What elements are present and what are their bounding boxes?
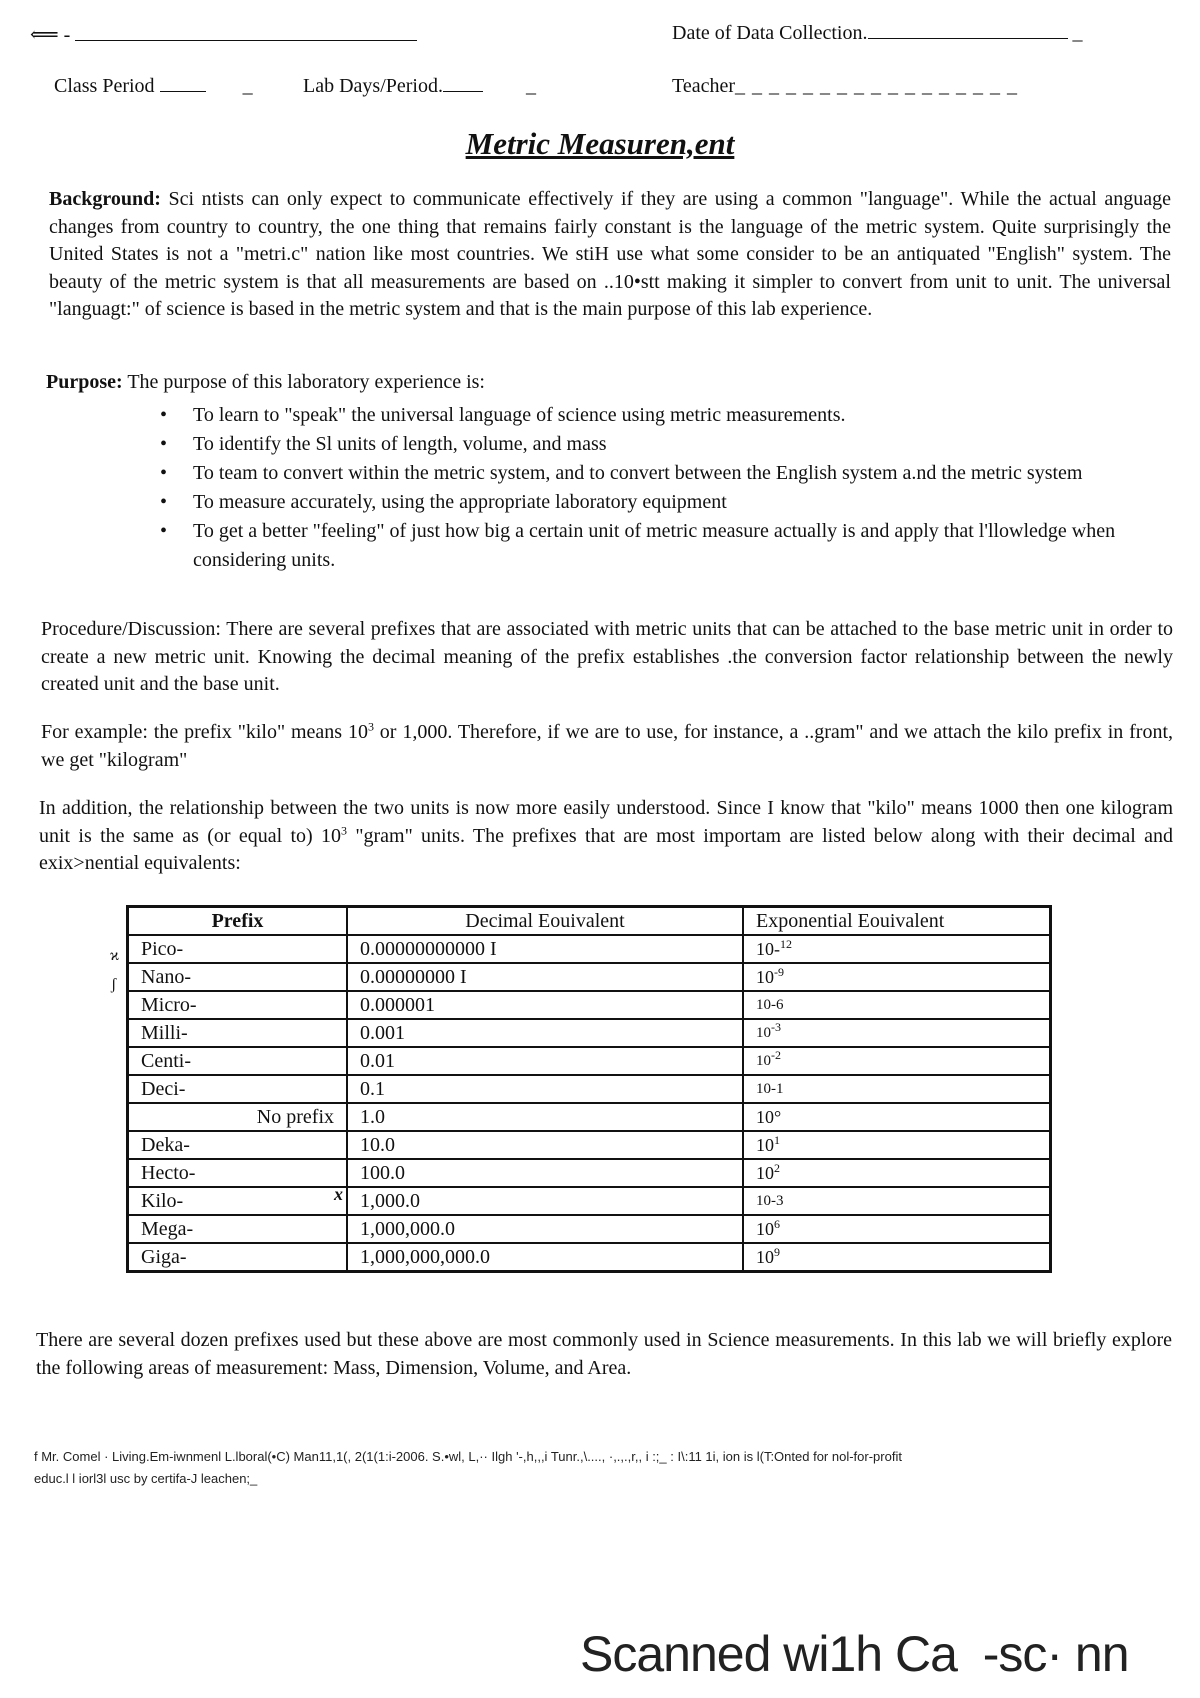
prefix-cell: Mega- — [128, 1215, 348, 1243]
example-text-b: or 1,000. Therefore, if we are to use, for instance, a ..gram" and we attach the kilo prefix in front, we get "kilogram" — [41, 721, 1174, 771]
exponential-cell: $10^1$ — [743, 1131, 1051, 1159]
column-header-prefix: Prefix — [128, 907, 348, 936]
purpose-list — [46, 401, 1166, 575]
date-label: Date of Data Collection. — [672, 22, 868, 44]
example-text-a: For example: the prefix "kilo" means 10 — [41, 721, 368, 743]
date-tail: _ — [1072, 22, 1083, 44]
prefix-cell: Pico- — [128, 935, 348, 963]
background-paragraph — [49, 186, 1171, 324]
lab-days-blank[interactable] — [443, 91, 483, 92]
kilo-mark: x — [334, 1184, 343, 1204]
date-blank[interactable] — [868, 38, 1068, 39]
table-row — [128, 1103, 1051, 1131]
exponential-cell: 10-3 — [743, 1187, 1051, 1215]
decimal-cell: 1,000.0 — [347, 1187, 743, 1215]
column-header-decimal: Decimal Eouivalent — [347, 907, 743, 936]
exponential-cell: $10^6$ — [743, 1215, 1051, 1243]
column-header-exponential: Exponential Eouivalent — [743, 907, 1051, 936]
purpose-label: Purpose: — [46, 371, 123, 393]
name-blank[interactable] — [75, 40, 417, 41]
decimal-cell: 0.000001 — [347, 991, 743, 1019]
purpose-intro: The purpose of this laboratory experience is: — [127, 371, 485, 393]
list-item: • To team to convert within the metric system, and to convert between the English system a.nd the metric system — [193, 459, 1166, 488]
table-row — [128, 1131, 1051, 1159]
decimal-cell: 0.1 — [347, 1075, 743, 1103]
table-row — [128, 1215, 1051, 1243]
table-row — [128, 1187, 1051, 1215]
exponential-cell: $10^{-2}$ — [743, 1047, 1051, 1075]
scanner-watermark: Scanned wi1h Ca -sc· nn — [580, 1626, 1129, 1682]
lab-days-tail: _ — [525, 75, 536, 97]
table-row — [128, 1019, 1051, 1047]
margin-mark: ʃ — [111, 976, 117, 993]
background-label: Background: — [49, 188, 161, 210]
decimal-cell: 0.001 — [347, 1019, 743, 1047]
teacher-blank[interactable]: _ _ _ _ _ _ _ _ _ _ _ _ _ _ _ _ _ — [735, 75, 1018, 97]
exponential-cell: $10^2$ — [743, 1159, 1051, 1187]
class-period-label: Class Period — [54, 75, 155, 97]
prefix-cell: Micro- — [128, 991, 348, 1019]
addition-sup: 3 — [341, 822, 347, 837]
teacher-label: Teacher — [672, 75, 735, 97]
table-row — [128, 1159, 1051, 1187]
list-item: • To learn to "speak" the universal language of science using metric measurements. — [193, 401, 1166, 430]
exponential-cell: 10° — [743, 1103, 1051, 1131]
procedure-paragraph: Procedure/Discussion: There are several prefixes that are associated with metric units that can be attached to the base metric unit in order to create a new metric unit. Knowing the decimal meaning of the prefix establishes .the conversion factor relationship between the newly created unit and the base unit. — [41, 618, 1173, 695]
table-row — [128, 963, 1051, 991]
addition-paragraph — [39, 795, 1173, 878]
decimal-cell: 1,000,000.0 — [347, 1215, 743, 1243]
decimal-cell: 0.00000000 I — [347, 963, 743, 991]
exponential-cell: 10-1 — [743, 1075, 1051, 1103]
name-prefix: ⟸ - — [30, 24, 71, 46]
prefix-cell: Giga- — [128, 1243, 348, 1272]
example-paragraph — [41, 719, 1173, 774]
background-text: Sci ntists can only expect to communicate effectively if they are using a common "language". While the actual anguage changes from country to country, the one thing that remains fairly constant is the language of the metric system. Quite surprisingly the United States is not a "metri.c" nation like most countries. We stiH use what some consider to be an antiquated "English" system. The beauty of the metric system is that all measurements are based on ..10•stt making it simpler to convert from unit to unit. The universal "languagt:" of science is based in the metric system and that is the main purpose of this lab experience. — [49, 188, 1171, 320]
lab-days-field[interactable] — [303, 75, 536, 98]
footer-line: f Mr. Comel · Living.Em-iwnmenl L.lboral(•C) Man11,1(, 2(1(1:i-2006. S.•wl, L,·· Ilgh '-,h,,,i Tunr.,\...., ·,.,.,r,, i :;_ : I\:11 1i, ion is l(T:Onted for nol-for-profit — [34, 1449, 902, 1464]
footer-line: educ.l l iorl3l usc by certifa-J leachen;_ — [34, 1471, 258, 1486]
prefix-cell: Nano- — [128, 963, 348, 991]
table-row — [128, 935, 1051, 963]
prefix-cell: Hecto- — [128, 1159, 348, 1187]
prefix-cell: Deci- — [128, 1075, 348, 1103]
exponential-cell: $10^{-3}$ — [743, 1019, 1051, 1047]
addition-text-a: In addition, the relationship between the two units is now more easily understood. Since I know that "kilo" means 1000 then one kilogram unit is the same as (or equal to) 10 — [39, 797, 1173, 847]
example-sup: 3 — [367, 719, 374, 734]
purpose-section — [46, 369, 1166, 575]
decimal-cell: 0.00000000000 I — [347, 935, 743, 963]
prefix-cell: Centi- — [128, 1047, 348, 1075]
prefix-cell: Deka- — [128, 1131, 348, 1159]
margin-mark: ϰ — [110, 947, 119, 964]
list-item: • To identify the Sl units of length, volume, and mass — [193, 430, 1166, 459]
class-period-tail: _ — [242, 75, 253, 97]
prefix-text: Kilo- — [141, 1189, 184, 1212]
class-period-field[interactable] — [54, 75, 253, 98]
decimal-cell: 100.0 — [347, 1159, 743, 1187]
prefix-cell: Milli- — [128, 1019, 348, 1047]
decimal-cell: 0.01 — [347, 1047, 743, 1075]
exponential-cell: 10-6 — [743, 991, 1051, 1019]
decimal-cell: 10.0 — [347, 1131, 743, 1159]
prefix-cell — [128, 1184, 348, 1215]
exponential-cell: 10-$^{12}$ — [743, 935, 1051, 963]
table-row — [128, 1243, 1051, 1272]
closing-paragraph: There are several dozen prefixes used but these above are most commonly used in Science measurements. In this lab we will briefly explore the following areas of measurement: Mass, Dimension, Volume, and Area. — [36, 1329, 1172, 1379]
footer-copyright — [34, 1446, 1174, 1490]
name-field[interactable] — [30, 22, 417, 47]
table-header-row — [128, 907, 1051, 936]
addition-text-b: "gram" units. The prefixes that are most importam are listed below along with their decimal and exix>nential equivalents: — [39, 824, 1173, 874]
date-field[interactable] — [672, 22, 1083, 45]
teacher-field[interactable] — [672, 75, 1018, 98]
page-title: Metric Measuren,ent — [465, 126, 735, 161]
exponential-cell: $10^9$ — [743, 1243, 1051, 1272]
exponential-cell: $10^{-9}$ — [743, 963, 1051, 991]
table-row — [128, 1075, 1051, 1103]
table-row — [128, 1047, 1051, 1075]
decimal-cell: 1,000,000,000.0 — [347, 1243, 743, 1272]
list-item: • To get a better "feeling" of just how big a certain unit of metric measure actually is and apply that l'llowledge when considering units. — [193, 517, 1166, 575]
prefix-table — [126, 905, 1052, 1273]
decimal-cell: 1.0 — [347, 1103, 743, 1131]
list-item: • To measure accurately, using the appropriate laboratory equipment — [193, 488, 1166, 517]
lab-days-label: Lab Days/Period. — [303, 75, 443, 97]
table-row — [128, 991, 1051, 1019]
class-period-blank[interactable] — [160, 91, 206, 92]
prefix-cell: No prefix — [128, 1103, 348, 1131]
